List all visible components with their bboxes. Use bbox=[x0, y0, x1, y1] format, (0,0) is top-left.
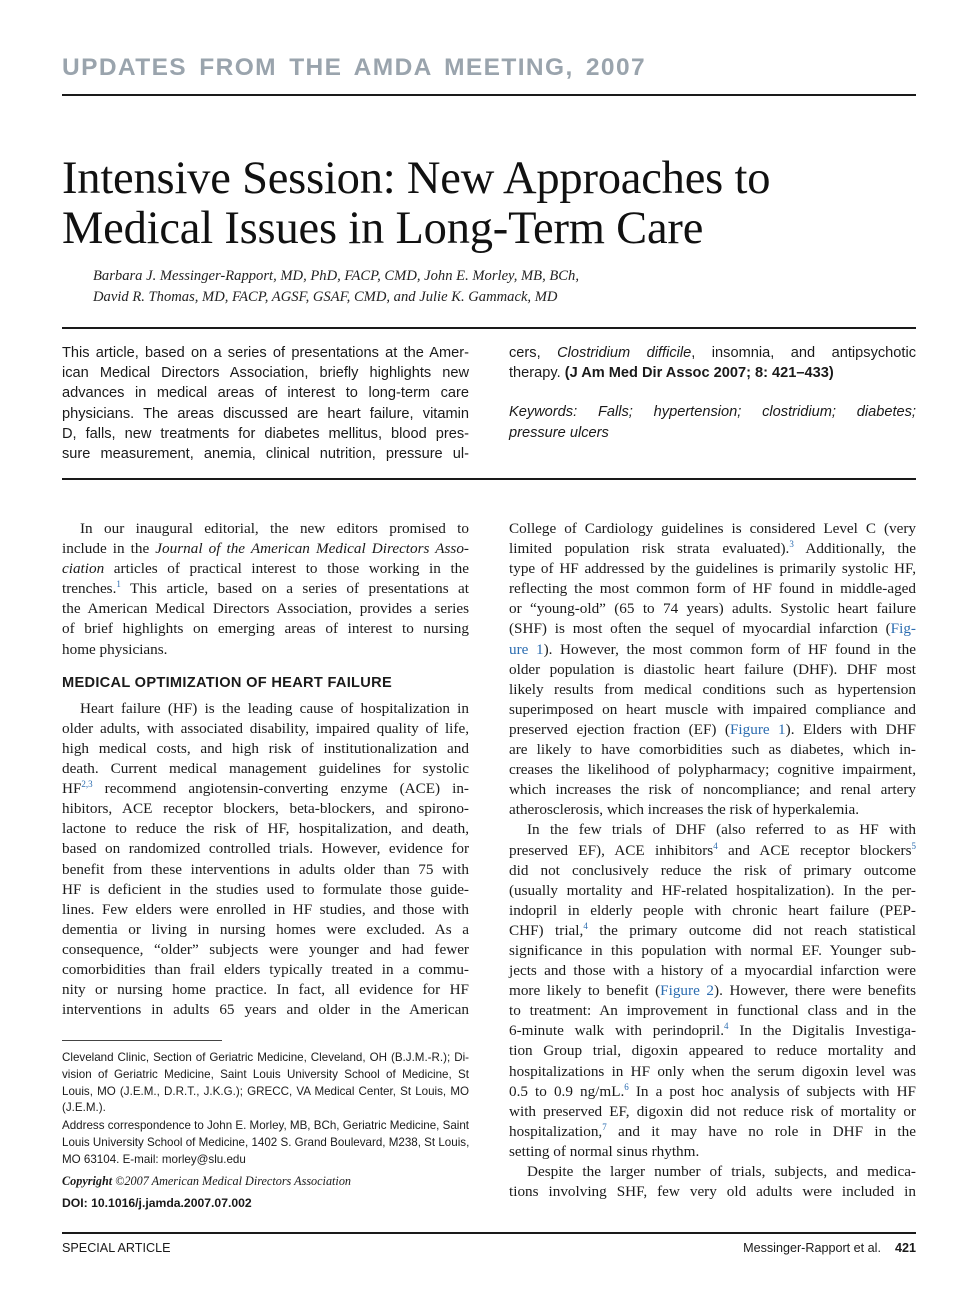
body-right-column bbox=[509, 519, 916, 1202]
body-line: preserved EF), ACE inhibitors$^4$ and ACE receptor blockers$^5$ bbox=[509, 840, 916, 859]
body-line: or “young-old” (65 to 74 years) adults. Systolic heart failure bbox=[509, 600, 916, 618]
body-line: nity or nursing home practice. In fact, all evidence for HF bbox=[62, 981, 469, 999]
body-line: hospitalizations in HF only when the serum digoxin level was bbox=[509, 1062, 916, 1080]
abstract-top-rule bbox=[62, 327, 916, 329]
body-line: older population is diastolic heart failure (DHF). DHF most bbox=[509, 660, 916, 678]
body-line: older adults, with associated disability, impaired quality of life, bbox=[62, 719, 469, 737]
copyright-label: Copyright bbox=[62, 1174, 113, 1188]
footnote-line: vision of Geriatric Medicine, Saint Louis University School of Medicine, St bbox=[62, 1067, 469, 1081]
body-line: limited population risk strata evaluated).$^3$ Additionally, the bbox=[509, 539, 916, 558]
body-left-column bbox=[62, 519, 469, 1020]
figure-link[interactable]: ure 1 bbox=[509, 640, 544, 658]
body-line: lactone to reduce the risk of HF, hospitalization, and death, bbox=[62, 820, 469, 838]
body-line: In our inaugural editorial, the new editors promised to bbox=[80, 520, 469, 537]
author-line-2: David R. Thomas, MD, FACP, AGSF, GSAF, CMD, and Julie K. Gammack, MD bbox=[93, 289, 558, 305]
page-number: 421 bbox=[894, 1241, 916, 1255]
body-line: (SHF) is most often the sequel of myocardial infarction (Fig- bbox=[509, 620, 916, 638]
body-line: interventions in adults 65 years and older in the American bbox=[62, 1001, 469, 1019]
reference-link[interactable]: 5 bbox=[911, 840, 916, 851]
body-line: HF$^{2,3}$ recommend angiotensin-converting enzyme (ACE) in- bbox=[62, 779, 469, 798]
footer-rule bbox=[62, 1232, 916, 1234]
body-line: preserved ejection fraction (EF) (Figure 1). Elders with DHF bbox=[509, 720, 916, 738]
journal-name: Journal of the American Medical Directors Asso- bbox=[155, 540, 469, 558]
body-line: setting of normal sinus rhythm. bbox=[509, 1142, 700, 1160]
abstract-line: D, falls, new treatments for diabetes mellitus, blood pres- bbox=[62, 425, 469, 442]
body-line: ciation articles of practical interest to those working in the bbox=[62, 560, 469, 578]
abstract-line: This article, based on a series of presentations at the Amer- bbox=[62, 345, 469, 361]
body-line: atherosclerosis, which increases the risk of hyperkalemia. bbox=[509, 801, 860, 819]
author-list bbox=[93, 266, 893, 308]
figure-link[interactable]: Fig- bbox=[890, 620, 916, 638]
body-line: tions involving SHF, few very old adults were included in bbox=[509, 1183, 916, 1201]
body-line: of brief highlights on emerging areas of interest to nursing bbox=[62, 620, 469, 638]
body-line: which increases the risk of noncompliance; and renal artery bbox=[509, 781, 916, 799]
body-line: likely results from medical conditions such as hypertension bbox=[509, 680, 916, 698]
body-line: significance in this population with normal EF. Younger sub- bbox=[509, 941, 916, 959]
article-type: SPECIAL ARTICLE bbox=[62, 1241, 171, 1255]
body-line: include in the Journal of the American Medical Directors Asso- bbox=[62, 540, 469, 558]
copyright-line: Copyright ©2007 American Medical Directors Association bbox=[62, 1174, 352, 1188]
reference-link[interactable]: 4 bbox=[713, 840, 718, 851]
body-line: superimposed on heart muscle with impaired compliance and bbox=[509, 700, 916, 718]
footnote-line: Louis, MO (J.E.M., D.R.T., J.K.G.); GRECC, VA Medical Center, St Louis, MO bbox=[62, 1084, 469, 1098]
body-line: based on randomized controlled trials. However, evidence for bbox=[62, 840, 469, 858]
reference-link[interactable]: 7 bbox=[602, 1121, 607, 1132]
body-line: consequence, “older” subjects were younger and had fewer bbox=[62, 940, 469, 958]
body-line: 6-minute walk with perindopril.$^4$ In the Digitalis Investiga- bbox=[509, 1021, 916, 1040]
body-line: tion Group trial, digoxin appeared to reduce mortality and bbox=[509, 1042, 916, 1060]
figure-link[interactable]: Figure 1 bbox=[729, 720, 786, 738]
abstract-line: physicians. The areas discussed are heart failure, vitamin bbox=[62, 405, 469, 422]
abstract-left-column bbox=[62, 343, 469, 464]
reference-link[interactable]: 4 bbox=[583, 920, 588, 931]
reference-link[interactable]: 2,3 bbox=[81, 779, 93, 790]
footnote-rule bbox=[62, 1040, 222, 1041]
body-line: Heart failure (HF) is the leading cause of hospitalization in bbox=[80, 699, 469, 717]
footnote-line: Cleveland Clinic, Section of Geriatric Medicine, Cleveland, OH (B.J.M.-R.); Di- bbox=[62, 1051, 469, 1064]
organism-name: Clostridium difficile bbox=[557, 345, 692, 361]
footnote-line: (J.E.M.). bbox=[62, 1101, 106, 1115]
body-line: reflecting the most common form of HF found in middle-aged bbox=[509, 580, 916, 598]
body-line: In the few trials of DHF (also referred to as HF with bbox=[527, 821, 916, 839]
footnote-line: MO 63104. E-mail: morley@slu.edu bbox=[62, 1152, 246, 1166]
body-line: type of HF addressed by the guidelines is primarily systolic HF, bbox=[509, 560, 916, 578]
body-line: comorbidities than frail elders typically treated in a commu- bbox=[62, 960, 469, 978]
body-line: Despite the larger number of trials, subjects, and medica- bbox=[527, 1163, 916, 1180]
article-title bbox=[62, 154, 922, 254]
abstract-line: advances in medical areas of interest to long-term care bbox=[62, 385, 469, 402]
footnote-line: Address correspondence to John E. Morley, MB, BCh, Geriatric Medicine, Saint bbox=[62, 1119, 470, 1132]
body-line: 0.5 to 0.9 ng/mL.$^6$ In a post hoc analysis of subjects with HF bbox=[509, 1081, 916, 1100]
keywords-line: Keywords: Falls; hypertension; clostridium; diabetes; bbox=[509, 404, 916, 421]
body-line: the American Medical Directors Association, provides a series bbox=[62, 600, 469, 618]
body-line: high medical costs, and high risk of institutionalization and bbox=[62, 739, 469, 757]
reference-link[interactable]: 6 bbox=[624, 1081, 629, 1092]
header-rule bbox=[62, 94, 916, 96]
body-line: ure 1). However, the most common form of HF found in the bbox=[509, 640, 916, 658]
section-heading: MEDICAL OPTIMIZATION OF HEART FAILURE bbox=[62, 674, 392, 691]
running-footer bbox=[743, 1241, 916, 1255]
figure-link[interactable]: Figure 2 bbox=[660, 982, 715, 1000]
body-line: College of Cardiology guidelines is considered Level C (very bbox=[509, 520, 916, 537]
body-line: death. Current medical management guidelines for systolic bbox=[62, 760, 469, 778]
body-line: hibitors, ACE receptor blockers, beta-blockers, and spirono- bbox=[62, 800, 469, 818]
body-line: trenches.$^1$ This article, based on a series of presentations at bbox=[62, 579, 469, 598]
running-authors: Messinger-Rapport et al. bbox=[743, 1241, 881, 1255]
body-line: lines. Few elders were enrolled in HF studies, and those with bbox=[62, 900, 469, 918]
body-line: dementia or living in nursing homes were excluded. As a bbox=[62, 920, 469, 938]
body-line: indopril in elderly people with chronic heart failure (PEP- bbox=[509, 901, 916, 919]
body-line: creases the likelihood of polypharmacy; cognitive impairment, bbox=[509, 761, 916, 779]
doi-line[interactable]: DOI: 10.1016/j.jamda.2007.07.002 bbox=[62, 1196, 252, 1210]
journal-citation: (J Am Med Dir Assoc 2007; 8: 421–433) bbox=[564, 365, 834, 382]
abstract-line: ican Medical Directors Association, briefly highlights new bbox=[62, 365, 469, 382]
body-line: benefit from these interventions in adults older than 75 with bbox=[62, 860, 469, 878]
reference-link[interactable]: 4 bbox=[724, 1021, 729, 1032]
body-line: hospitalization,$^7$ and it may have no role in DHF in the bbox=[509, 1121, 916, 1140]
body-line: CHF) trial,$^4$ the primary outcome did not reach statistical bbox=[509, 920, 917, 939]
body-line: are likely to have comorbidities such as diabetes, which in- bbox=[509, 741, 916, 759]
body-line: home physicians. bbox=[62, 640, 168, 658]
body-line: did not conclusively reduce the risk of primary outcome bbox=[509, 861, 916, 879]
keywords-line: pressure ulcers bbox=[509, 424, 609, 441]
body-line: with preserved EF, digoxin did not reduce risk of mortality or bbox=[509, 1102, 916, 1120]
abstract-line: sure measurement, anemia, clinical nutrition, pressure ul- bbox=[62, 446, 469, 463]
correspondence-note bbox=[62, 1118, 469, 1168]
reference-link[interactable]: 1 bbox=[116, 579, 121, 590]
body-line: (usually mortality and HF-related hospitalization). In the per- bbox=[509, 881, 916, 899]
abstract-right-column bbox=[509, 343, 916, 443]
abstract-line: therapy. (J Am Med Dir Assoc 2007; 8: 421–433) bbox=[509, 365, 834, 382]
body-line: jects and those with a history of a myocardial infarction were bbox=[509, 962, 916, 980]
reference-link[interactable]: 3 bbox=[789, 539, 794, 550]
title-line-2: Medical Issues in Long-Term Care bbox=[62, 203, 704, 254]
affiliation-note bbox=[62, 1050, 469, 1117]
title-line-1: Intensive Session: New Approaches to bbox=[62, 153, 771, 204]
author-line-1: Barbara J. Messinger-Rapport, MD, PhD, FACP, CMD, John E. Morley, MB, BCh, bbox=[93, 268, 579, 284]
section-label: UPDATES FROM THE AMDA MEETING, 2007 bbox=[62, 54, 647, 81]
body-line: to treatment: An improvement in functional class and in the bbox=[509, 1002, 916, 1020]
footnote-line: Louis University School of Medicine, 1402 S. Grand Boulevard, M238, St Louis, bbox=[62, 1135, 470, 1149]
body-line: HF is deficient in the studies used to formulate those guide- bbox=[62, 880, 469, 898]
body-line: more likely to benefit (Figure 2). However, there were benefits bbox=[509, 982, 916, 1000]
abstract-bottom-rule bbox=[62, 478, 916, 480]
abstract-line: cers, Clostridium difficile, insomnia, and antipsychotic bbox=[509, 345, 916, 361]
